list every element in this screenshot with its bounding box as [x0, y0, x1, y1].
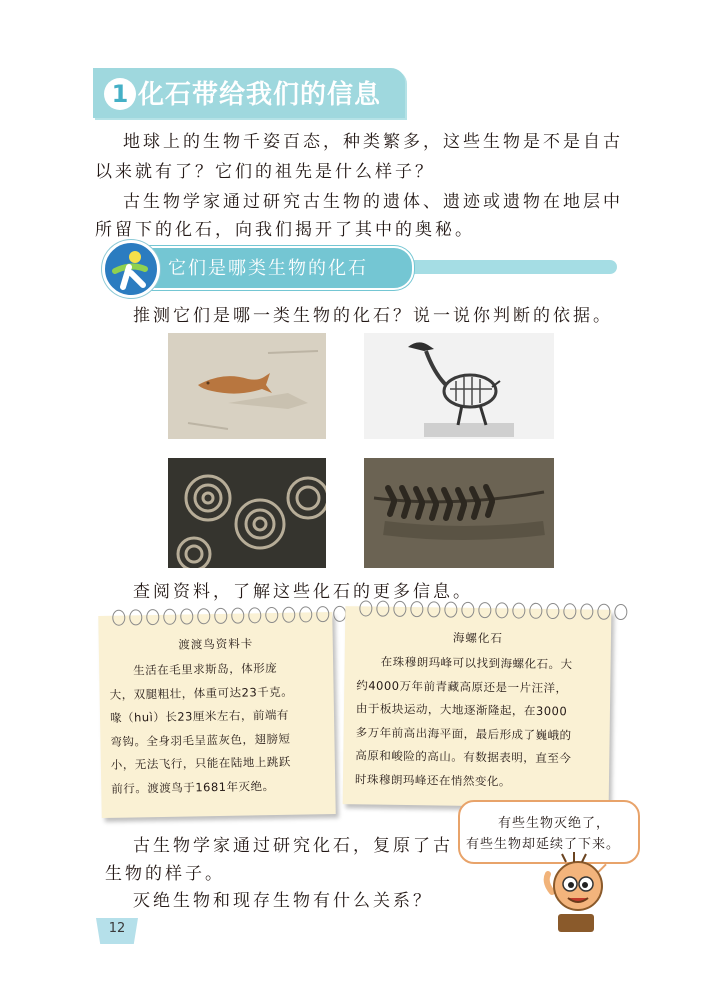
closing-line-3: 灭绝生物和现存生物有什么关系？ [133, 891, 433, 911]
activity-person-icon [102, 240, 160, 298]
closing-line-1: 古生物学家通过研究化石，复原了古 [133, 836, 453, 856]
binder-rings [359, 600, 627, 620]
mascot-character [538, 852, 618, 936]
intro-line-2: 以来就有了？它们的祖先是什么样子？ [95, 162, 435, 182]
ammonite-card-title: 海螺化石 [452, 630, 504, 646]
intro-line-4: 所留下的化石，向我们揭开了其中的奥秘。 [95, 220, 475, 240]
dodo-card-title: 渡渡鸟资料卡 [178, 636, 254, 652]
ammonite-card-text: 在珠穆朗玛峰可以找到海螺化石。大 约4000万年前青藏高原还是一片汪洋， 由于板块运动，大地逐渐隆起，在3000 多万年前高出海平面，最后形成了巍峨的 高原和峻险的高山。有数据表明，直至今 时珠穆朗玛峰还在悄然变化。 [354, 654, 573, 788]
speech-line-1: 有些生物灭绝了， [498, 816, 611, 831]
section-title: 化石带给我们的信息 [138, 80, 382, 110]
dodo-skeleton-photo [364, 333, 554, 439]
dodo-card-text: 生活在毛里求斯岛，体形庞 大，双腿粗壮，体重可达23千克。 喙（huì）长23厘米左右，前端有 弯钩。全身羽毛呈蓝灰色，翅膀短 小，无法飞行，只能在陆地上跳跃 前行。渡渡鸟于1681年灭绝。 [109, 660, 294, 796]
binder-rings [112, 606, 346, 626]
ammonite-info-card [343, 606, 612, 808]
speech-line-2: 有些生物却延续了下来。 [466, 837, 621, 852]
dodo-info-card [98, 612, 335, 818]
intro-line-3: 古生物学家通过研究古生物的遗体、遗迹或遗物在地层中 [123, 192, 623, 212]
ammonite-fossil-photo [168, 458, 326, 568]
activity-prompt: 推测它们是哪一类生物的化石？说一说你判断的依据。 [133, 306, 613, 326]
activity-title: 它们是哪类生物的化石 [168, 258, 368, 279]
page-number: 12 [108, 921, 126, 936]
intro-line-1: 地球上的生物千姿百态，种类繁多，这些生物是不是自古 [123, 132, 623, 152]
section-number-badge: 1 [104, 78, 136, 110]
fern-fossil-photo [364, 458, 554, 568]
closing-line-2: 生物的样子。 [105, 864, 225, 884]
research-prompt: 查阅资料，了解这些化石的更多信息。 [133, 582, 473, 602]
fish-fossil-photo [168, 333, 326, 439]
